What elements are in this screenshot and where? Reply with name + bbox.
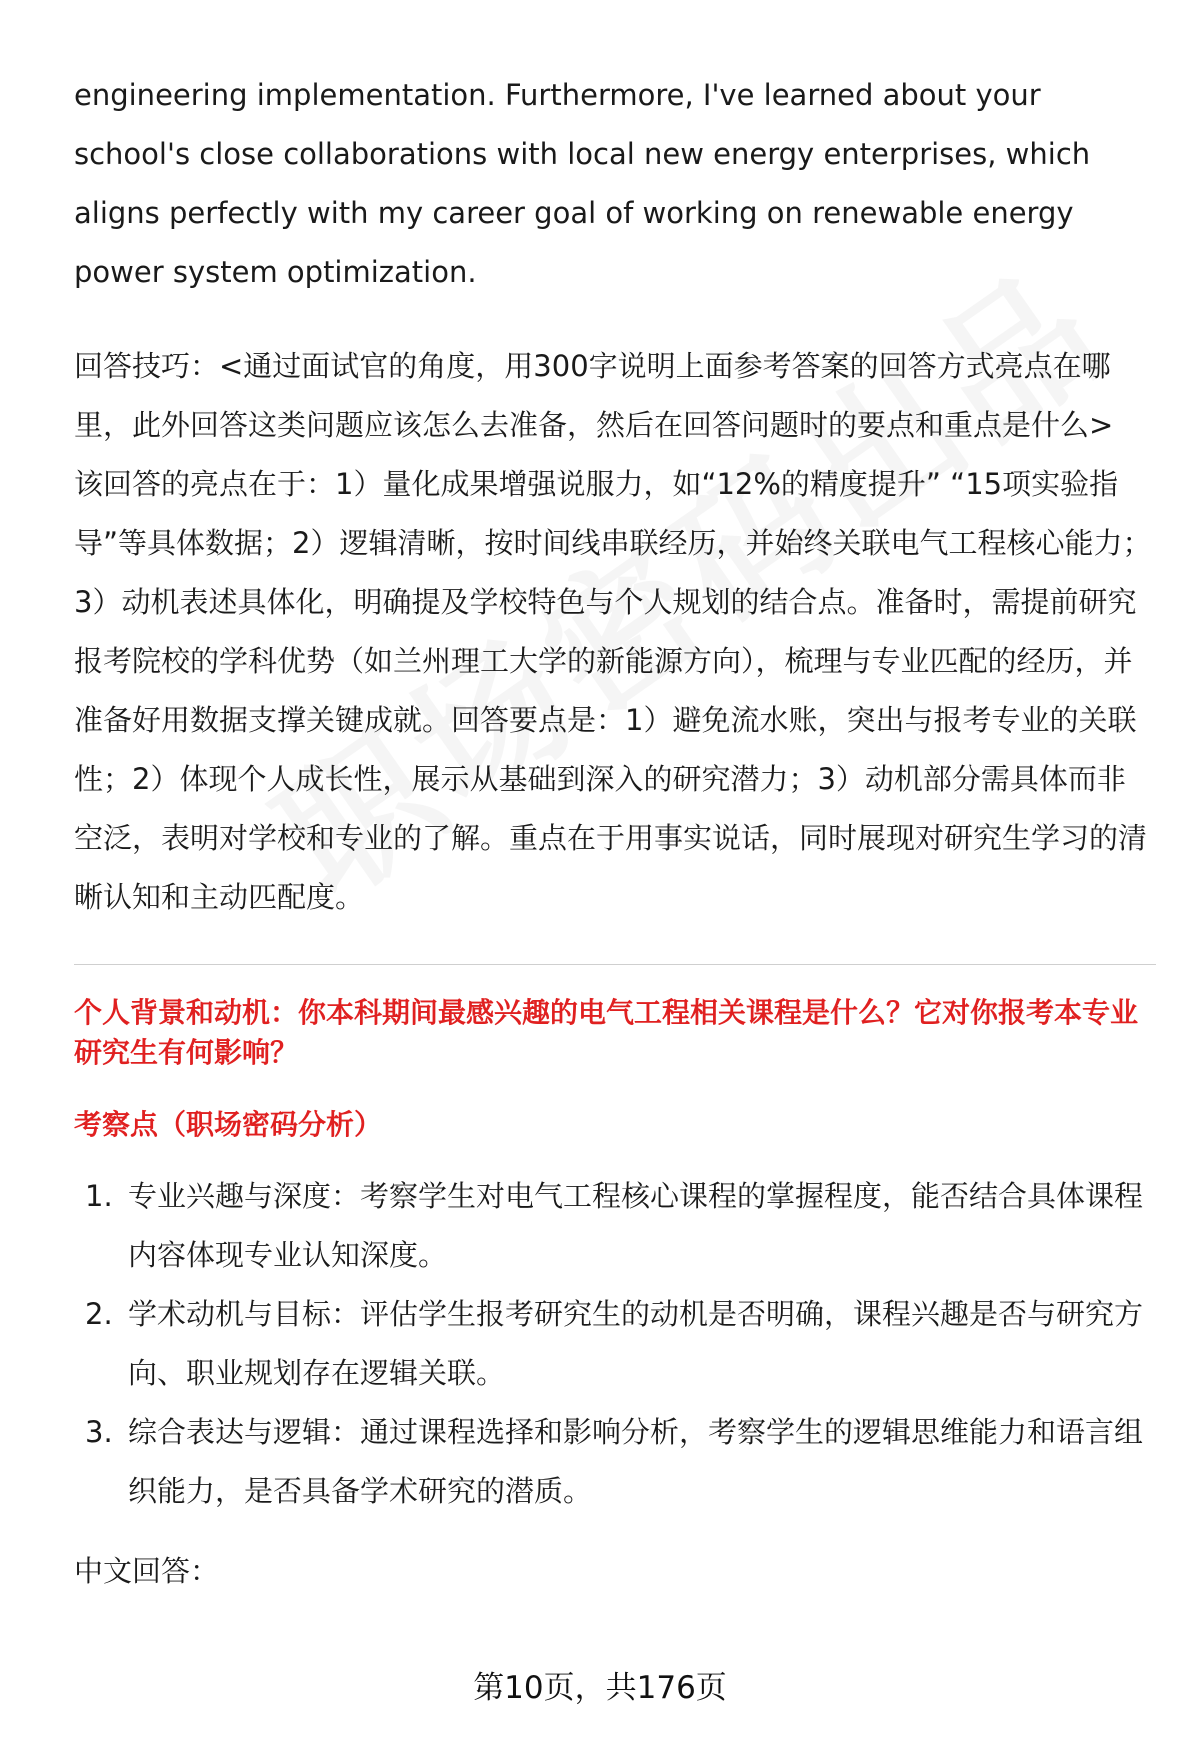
- question-heading: 个人背景和动机：你本科期间最感兴趣的电气工程相关课程是什么？它对你报考本专业研究生有何影响？: [74, 996, 1139, 1069]
- list-item: [74, 1285, 1154, 1403]
- list-item-number: 1.: [85, 1179, 113, 1213]
- section-divider: [74, 964, 1156, 965]
- list-item-number: 3.: [85, 1415, 113, 1449]
- tips-section: [74, 337, 1154, 927]
- tips-body: 该回答的亮点在于：1）量化成果增强说服力，如“12%的精度提升” “15项实验指导”等具体数据；2）逻辑清晰，按时间线串联经历，并始终关联电气工程核心能力；3）动机表述具体化，明确提及学校特色与个人规划的结合点。准备时，需提前研究报考院校的学科优势（如兰州理工大学的新能源方向），梳理与专业匹配的经历，并准备好用数据支撑关键成就。回答要点是：1）避免流水账，突出与报考专业的关联性；2）体现个人成长性，展示从基础到深入的研究潜力；3）动机部分需具体而非空泛，表明对学校和专业的了解。重点在于用事实说话，同时展现对研究生学习的清晰认知和主动匹配度。: [74, 467, 1152, 914]
- list-item-text: 综合表达与逻辑：通过课程选择和影响分析，考察学生的逻辑思维能力和语言组织能力，是否具备学术研究的潜质。: [128, 1415, 1144, 1508]
- assessment-heading: 考察点（职场密码分析）: [74, 1108, 383, 1141]
- tips-prompt: 回答技巧：<通过面试官的角度，用300字说明上面参考答案的回答方式亮点在哪里，此外回答这类问题应该怎么去准备，然后在回答问题时的要点和重点是什么>: [74, 349, 1114, 442]
- assessment-list: [74, 1167, 1154, 1521]
- english-paragraph: engineering implementation. Furthermore, I've learned about your school's close collaborations with local new energy enterprises, which aligns perfectly with my career goal of working on renewable energy power system optimization.: [74, 78, 1091, 289]
- list-item: [74, 1403, 1154, 1521]
- list-item-text: 学术动机与目标：评估学生报考研究生的动机是否明确，课程兴趣是否与研究方向、职业规划存在逻辑关联。: [128, 1297, 1144, 1390]
- page-footer: 第10页，共176页: [473, 1670, 727, 1706]
- chinese-answer-label: 中文回答：: [74, 1554, 220, 1588]
- list-item: [74, 1167, 1154, 1285]
- document-page: [74, 66, 1154, 1601]
- list-item-number: 2.: [85, 1297, 113, 1331]
- list-item-text: 专业兴趣与深度：考察学生对电气工程核心课程的掌握程度，能否结合具体课程内容体现专业认知深度。: [128, 1179, 1144, 1272]
- spacer: [74, 302, 1154, 337]
